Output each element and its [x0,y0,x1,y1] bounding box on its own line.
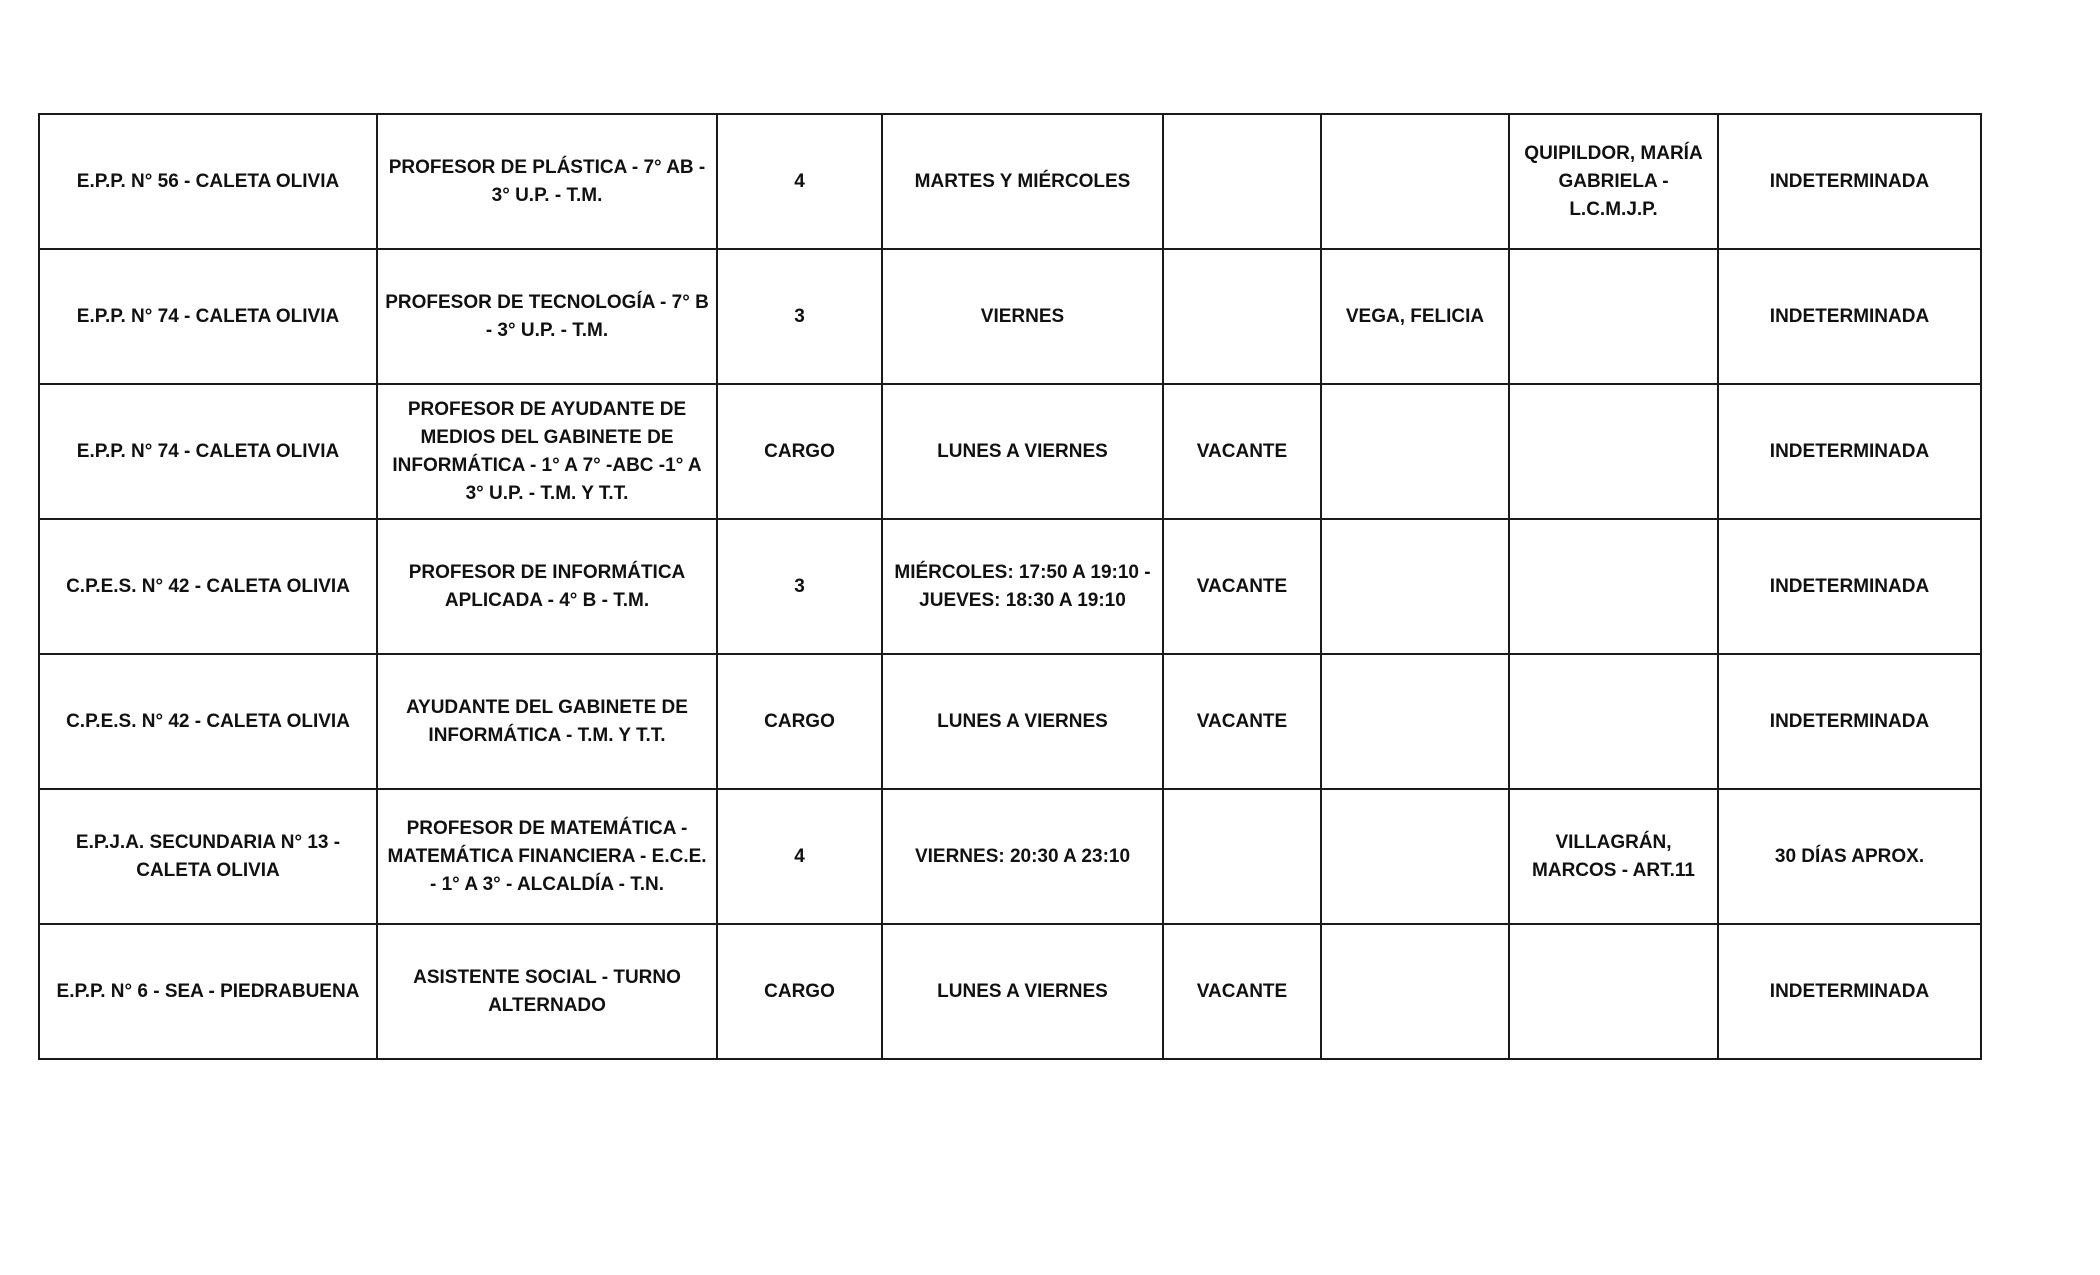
replaces-cell [1509,249,1718,384]
position-cell: PROFESOR DE TECNOLOGÍA - 7° B - 3° U.P. - T.M. [377,249,717,384]
schedule-cell: VIERNES [882,249,1163,384]
hours-cell: 4 [717,114,882,249]
duration-cell: INDETERMINADA [1718,519,1981,654]
status-cell [1163,249,1321,384]
school-cell: E.P.P. N° 56 - CALETA OLIVIA [39,114,377,249]
schedule-cell: LUNES A VIERNES [882,654,1163,789]
replaces-cell [1509,924,1718,1059]
school-cell: E.P.J.A. SECUNDARIA N° 13 - CALETA OLIVIA [39,789,377,924]
table-row [39,249,1981,384]
status-cell [1163,789,1321,924]
holder-cell [1321,114,1509,249]
table-row [39,114,1981,249]
status-cell: VACANTE [1163,924,1321,1059]
duration-cell: INDETERMINADA [1718,384,1981,519]
status-cell: VACANTE [1163,654,1321,789]
schedule-cell: LUNES A VIERNES [882,384,1163,519]
status-cell: VACANTE [1163,519,1321,654]
position-cell: PROFESOR DE INFORMÁTICA APLICADA - 4° B - T.M. [377,519,717,654]
duration-cell: INDETERMINADA [1718,249,1981,384]
duration-cell: INDETERMINADA [1718,924,1981,1059]
position-cell: PROFESOR DE PLÁSTICA - 7° AB - 3° U.P. - T.M. [377,114,717,249]
schedule-cell: MARTES Y MIÉRCOLES [882,114,1163,249]
school-cell: E.P.P. N° 74 - CALETA OLIVIA [39,384,377,519]
holder-cell [1321,654,1509,789]
position-cell: AYUDANTE DEL GABINETE DE INFORMÁTICA - T.M. Y T.T. [377,654,717,789]
hours-cell: CARGO [717,384,882,519]
vacancies-table [38,113,1982,1060]
duration-cell: 30 DÍAS APROX. [1718,789,1981,924]
schedule-cell: VIERNES: 20:30 A 23:10 [882,789,1163,924]
hours-cell: 4 [717,789,882,924]
replaces-cell [1509,654,1718,789]
table-row [39,384,1981,519]
position-cell: PROFESOR DE AYUDANTE DE MEDIOS DEL GABINETE DE INFORMÁTICA - 1° A 7° -ABC -1° A 3° U.P. - T.M. Y T.T. [377,384,717,519]
school-cell: E.P.P. N° 74 - CALETA OLIVIA [39,249,377,384]
holder-cell [1321,789,1509,924]
table-row [39,519,1981,654]
hours-cell: CARGO [717,654,882,789]
table-row [39,654,1981,789]
replaces-cell: VILLAGRÁN, MARCOS - ART.11 [1509,789,1718,924]
status-cell: VACANTE [1163,384,1321,519]
table-row [39,924,1981,1059]
schedule-cell: MIÉRCOLES: 17:50 A 19:10 - JUEVES: 18:30 A 19:10 [882,519,1163,654]
holder-cell: VEGA, FELICIA [1321,249,1509,384]
duration-cell: INDETERMINADA [1718,114,1981,249]
holder-cell [1321,519,1509,654]
replaces-cell: QUIPILDOR, MARÍA GABRIELA - L.C.M.J.P. [1509,114,1718,249]
hours-cell: 3 [717,249,882,384]
school-cell: C.P.E.S. N° 42 - CALETA OLIVIA [39,519,377,654]
table-row [39,789,1981,924]
school-cell: E.P.P. N° 6 - SEA - PIEDRABUENA [39,924,377,1059]
duration-cell: INDETERMINADA [1718,654,1981,789]
schedule-cell: LUNES A VIERNES [882,924,1163,1059]
position-cell: ASISTENTE SOCIAL - TURNO ALTERNADO [377,924,717,1059]
holder-cell [1321,924,1509,1059]
hours-cell: CARGO [717,924,882,1059]
status-cell [1163,114,1321,249]
hours-cell: 3 [717,519,882,654]
school-cell: C.P.E.S. N° 42 - CALETA OLIVIA [39,654,377,789]
replaces-cell [1509,519,1718,654]
replaces-cell [1509,384,1718,519]
position-cell: PROFESOR DE MATEMÁTICA - MATEMÁTICA FINANCIERA - E.C.E. - 1° A 3° - ALCALDÍA - T.N. [377,789,717,924]
holder-cell [1321,384,1509,519]
